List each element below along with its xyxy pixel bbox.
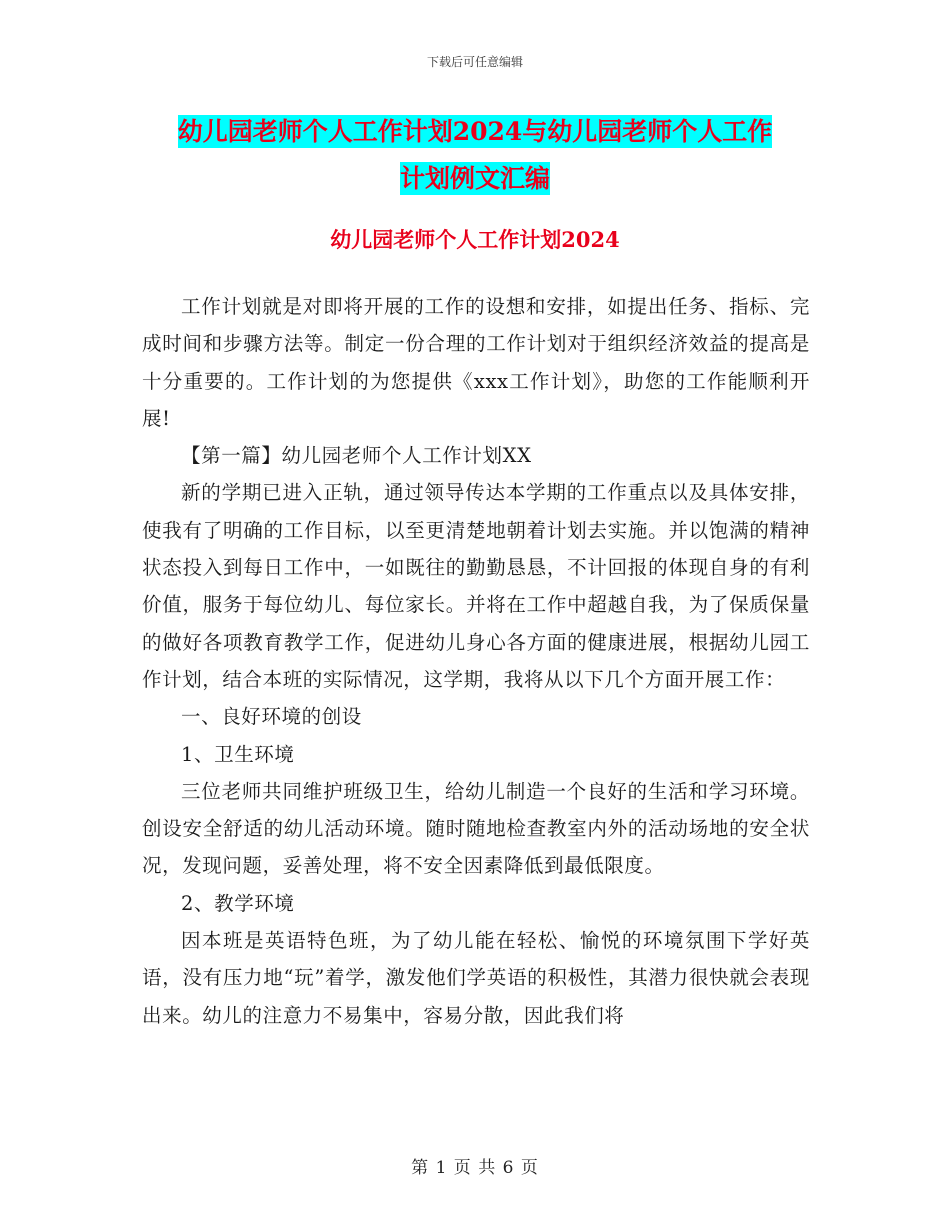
body-text — [142, 288, 810, 1034]
paragraph-section-heading: 一、良好环境的创设 — [181, 705, 362, 729]
page-footer: 第 1 页 共 6 页 — [411, 1158, 539, 1178]
paragraph-chapter-heading: 【第一篇】幼儿园老师个人工作计划XX — [181, 444, 532, 468]
document-title — [140, 108, 810, 202]
header-note: 下载后可任意编辑 — [426, 55, 523, 69]
section-title: 幼儿园老师个人工作计划2024 — [330, 227, 620, 252]
paragraph-overview: 新的学期已进入正轨，通过领导传达本学期的工作重点以及具体安排，使我有了明确的工作目标，以至更清楚地朝着计划去实施。并以饱满的精神状态投入到每日工作中，一如既往的勤勤恳恳，不计回报的体现自身的有利价值，服务于每位幼儿、每位家长。并将在工作中超越自我，为了保质保量的做好各项教育教学工作，促进幼儿身心各方面的健康进展，根据幼儿园工作计划，结合本班的实际情况，这学期，我将从以下几个方面开展工作： — [142, 481, 810, 691]
paragraph-subheading-hygiene: 1、卫生环境 — [181, 742, 295, 766]
paragraph-teaching: 因本班是英语特色班，为了幼儿能在轻松、愉悦的环境氛围下学好英语，没有压力地“玩”着学，激发他们学英语的积极性，其潜力很快就会表现出来。幼儿的注意力不易集中，容易分散，因此我们将 — [142, 929, 810, 1027]
paragraph-subheading-teaching: 2、教学环境 — [181, 891, 295, 915]
paragraph-intro: 工作计划就是对即将开展的工作的设想和安排，如提出任务、指标、完成时间和步骤方法等。制定一份合理的工作计划对于组织经济效益的提高是十分重要的。工作计划的为您提供《xxx工作计划》，助您的工作能顺利开展! — [142, 295, 810, 430]
title-line-2: 计划例文汇编 — [399, 164, 550, 193]
paragraph-hygiene: 三位老师共同维护班级卫生，给幼儿制造一个良好的生活和学习环境。创设安全舒适的幼儿活动环境。随时随地检查教室内外的活动场地的安全状况，发现问题，妥善处理，将不安全因素降低到最低限度。 — [142, 779, 810, 878]
title-line-1: 幼儿园老师个人工作计划2024与幼儿园老师个人工作 — [177, 117, 773, 146]
